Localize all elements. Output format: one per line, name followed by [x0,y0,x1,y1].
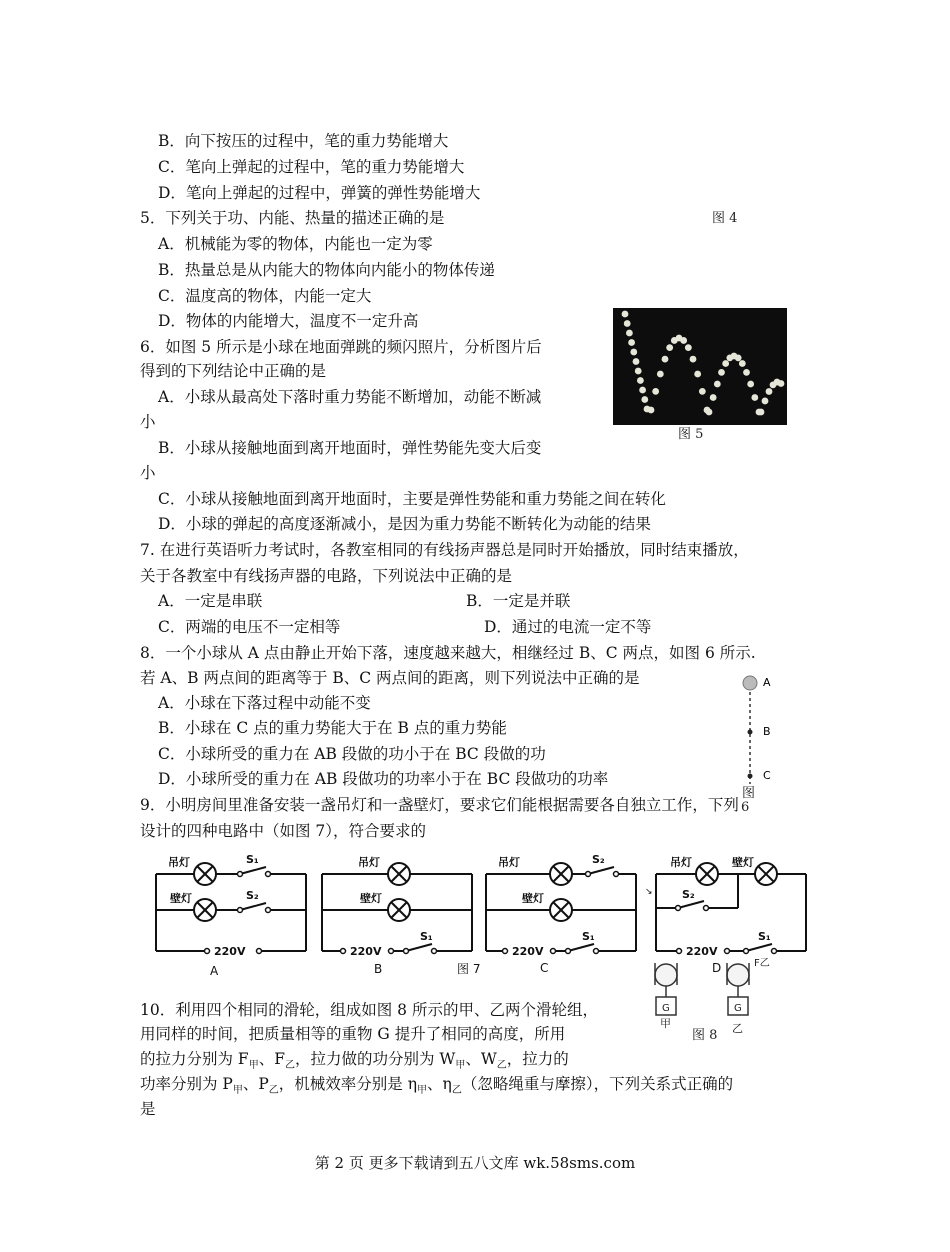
q6-stem-line2: 得到的下列结论中正确的是 [140,362,327,380]
circuit-d-wall-lamp-label: 壁灯 [732,856,754,869]
q9-stem-line1: 9．小明房间里准备安装一盏吊灯和一盏壁灯，要求它们能根据需要各自独立工作，下列 [140,796,739,814]
svg-text:↘: ↘ [645,887,653,897]
ball-image-dot [624,320,631,327]
ball-image-dot [685,344,692,351]
q5-option-b: B．热量总是从内能大的物体向内能小的物体传递 [158,261,495,279]
fig5-caption: 图 5 [678,427,704,442]
ball-image-dot [639,387,646,394]
circuit-a-wall-lamp-label: 壁灯 [170,892,192,905]
ball-image-dot [648,407,655,414]
ball-image-dot [718,369,725,376]
q8-option-b: B．小球在 C 点的重力势能大于在 B 点的重力势能 [158,719,507,737]
point-b-marker [748,730,753,735]
left-pulley-label: 甲 [660,1017,671,1030]
ball-image-dot [622,311,629,318]
q7-option-b: B．一定是并联 [466,592,571,610]
circuit-a-label: A [210,964,219,978]
page-footer: 第 2 页 更多下载请到五八文库 wk.58sms.com [314,1154,636,1172]
ball-image-dot [747,381,754,388]
point-b-label: B [763,725,771,738]
fig8-caption: 图 8 [692,1028,718,1043]
q6-stem-line1: 6．如图 5 所示是小球在地面弹跳的频闪照片，分析图片后 [140,338,542,356]
circuit-b-wall-lamp-label: 壁灯 [360,892,382,905]
circuit-a-voltage: 220V [214,945,246,958]
circuit-d-label: D [712,961,722,975]
q10-line1: 10．利用四个相同的滑轮，组成如图 8 所示的甲、乙两个滑轮组， [140,1001,598,1019]
q8-stem-line2: 若 A、B 两点间的距离等于 B、C 两点间的距离，则下列说法中正确的是 [140,669,640,687]
ball-image-dot [722,360,729,367]
q4-option-c: C．笔向上弹起的过程中，笔的重力势能增大 [158,158,465,176]
q6-option-a-line1: A．小球从最高处下落时重力势能不断增加，动能不断减 [158,388,542,406]
q4-option-d: D．笔向上弹起的过程中，弹簧的弹性势能增大 [158,184,481,202]
q6-option-a-line2: 小 [140,413,156,431]
circuit-a-s2-label: S₂ [246,889,259,902]
q8-stem-line1: 8．一个小球从 A 点由静止开始下落，速度越来越大，相继经过 B、C 两点，如图 6 所示. [140,644,756,662]
q7-option-c: C．两端的电压不一定相等 [158,618,341,636]
q7-stem-line2: 关于各教室中有线扬声器的电路，下列说法中正确的是 [140,567,513,585]
q9-stem-line2: 设计的四种电路中（如图 7），符合要求的 [140,822,427,840]
q10-line4: 功率分别为 $P_甲$、$P_乙$，机械效率分别是 $\eta_甲$、$\eta_乙$（忽略绳重与摩擦），下列关系式正确的 [140,1075,734,1097]
ball-image-dot [637,377,644,384]
ball-image-dot [706,409,713,416]
point-c-label: C [763,769,771,782]
falling-ball-figure [735,672,785,792]
q6-option-d: D．小球的弹起的高度逐渐减小，是因为重力势能不断转化为动能的结果 [158,515,651,533]
circuit-c-s1-label: S₁ [582,930,595,943]
bouncing-ball-photo [613,308,787,425]
ball-image-dot [628,339,635,346]
q10-line3: 的拉力分别为 $F_甲$、$F_乙$，拉力做的功分别为 $W_甲$、$W_乙$，拉力的 [140,1050,569,1072]
circuit-a-s1-label: S₁ [246,853,259,866]
q5-option-d: D．物体的内能增大，温度不一定升高 [158,312,419,330]
q6-option-b-line1: B．小球从接触地面到离开地面时，弹性势能先变大后变 [158,439,542,457]
circuit-b-hanging-lamp-label: 吊灯 [358,856,380,869]
ball-image-dot [680,337,687,344]
circuit-c-hanging-lamp-label: 吊灯 [498,856,520,869]
q10-line5: 是 [140,1100,156,1118]
circuit-b-voltage: 220V [350,945,382,958]
ball-image-dot [714,381,721,388]
q8-option-a: A．小球在下落过程中动能不变 [158,694,371,712]
fig4-caption: 图 4 [712,211,738,226]
circuit-c-label: C [540,961,549,975]
ball-image-dot [751,394,758,401]
ball-image-dot [762,398,769,405]
q6-option-b-line2: 小 [140,464,156,482]
ball-image-dot [758,409,765,416]
pulley-systems-figure [646,955,796,1035]
point-a-label: A [763,676,771,689]
ball-image-dot [699,388,706,395]
circuit-c-wall-lamp-label: 壁灯 [522,892,544,905]
circuit-b-s1-label: S₁ [420,930,433,943]
circuit-d-s2-label: S₂ [682,888,695,901]
right-force-label: F乙 [754,958,770,969]
right-weight-label: G [734,1003,742,1014]
ball-image-dot [641,396,648,403]
ball-image-dot [630,349,637,356]
ball-image-dot [662,356,669,363]
ball-image-dot [690,356,697,363]
ball-image-dot [633,358,640,365]
ball-image-dot [657,371,664,378]
ball-at-a [743,676,757,690]
point-c-marker [748,774,753,779]
circuit-d-voltage: 220V [686,945,718,958]
q7-stem-line1: 7. 在进行英语听力考试时，各教室相同的有线扬声器总是同时开始播放，同时结束播放， [140,541,749,559]
left-weight-label: G [662,1003,670,1014]
q5-stem: 5．下列关于功、内能、热量的描述正确的是 [140,209,445,227]
q6-option-c: C．小球从接触地面到离开地面时，主要是弹性势能和重力势能之间在转化 [158,490,666,508]
q8-option-c: C．小球所受的重力在 AB 段做的功小于在 BC 段做的功 [158,745,546,763]
ball-image-dot [694,371,701,378]
ball-image-dot [743,369,750,376]
q8-option-d: D．小球所受的重力在 AB 段做功的功率小于在 BC 段做功的功率 [158,770,609,788]
fig7-caption: 图 7 [457,962,481,976]
ball-image-dot [766,388,773,395]
ball-image-dot [778,380,785,387]
circuit-d-hanging-lamp-label: 吊灯 [670,856,692,869]
ball-image-dot [666,344,673,351]
ball-image-dot [635,368,642,375]
q7-option-d: D．通过的电流一定不等 [484,618,652,636]
q10-line2: 用同样的时间，把质量相等的重物 G 提升了相同的高度，所用 [140,1025,566,1043]
q4-option-b: B．向下按压的过程中，笔的重力势能增大 [158,132,449,150]
ball-image-dot [735,355,742,362]
fig6-caption-line2: 6 [741,800,750,815]
right-pulley-label: 乙 [732,1022,743,1035]
ball-image-dot [710,394,717,401]
ball-image-dot [739,360,746,367]
circuit-c-voltage: 220V [512,945,544,958]
circuit-c-s2-label: S₂ [592,853,605,866]
q5-option-a: A．机械能为零的物体，内能也一定为零 [158,235,433,253]
q7-option-a: A．一定是串联 [158,592,263,610]
ball-image-dot [626,330,633,337]
circuit-a-hanging-lamp-label: 吊灯 [168,856,190,869]
circuit-b-label: B [374,962,383,976]
q5-option-c: C．温度高的物体，内能一定大 [158,287,372,305]
fig6-caption-line1: 图 [742,786,756,801]
circuit-d-s1-label: S₁ [758,930,771,943]
ball-image-dot [652,388,659,395]
